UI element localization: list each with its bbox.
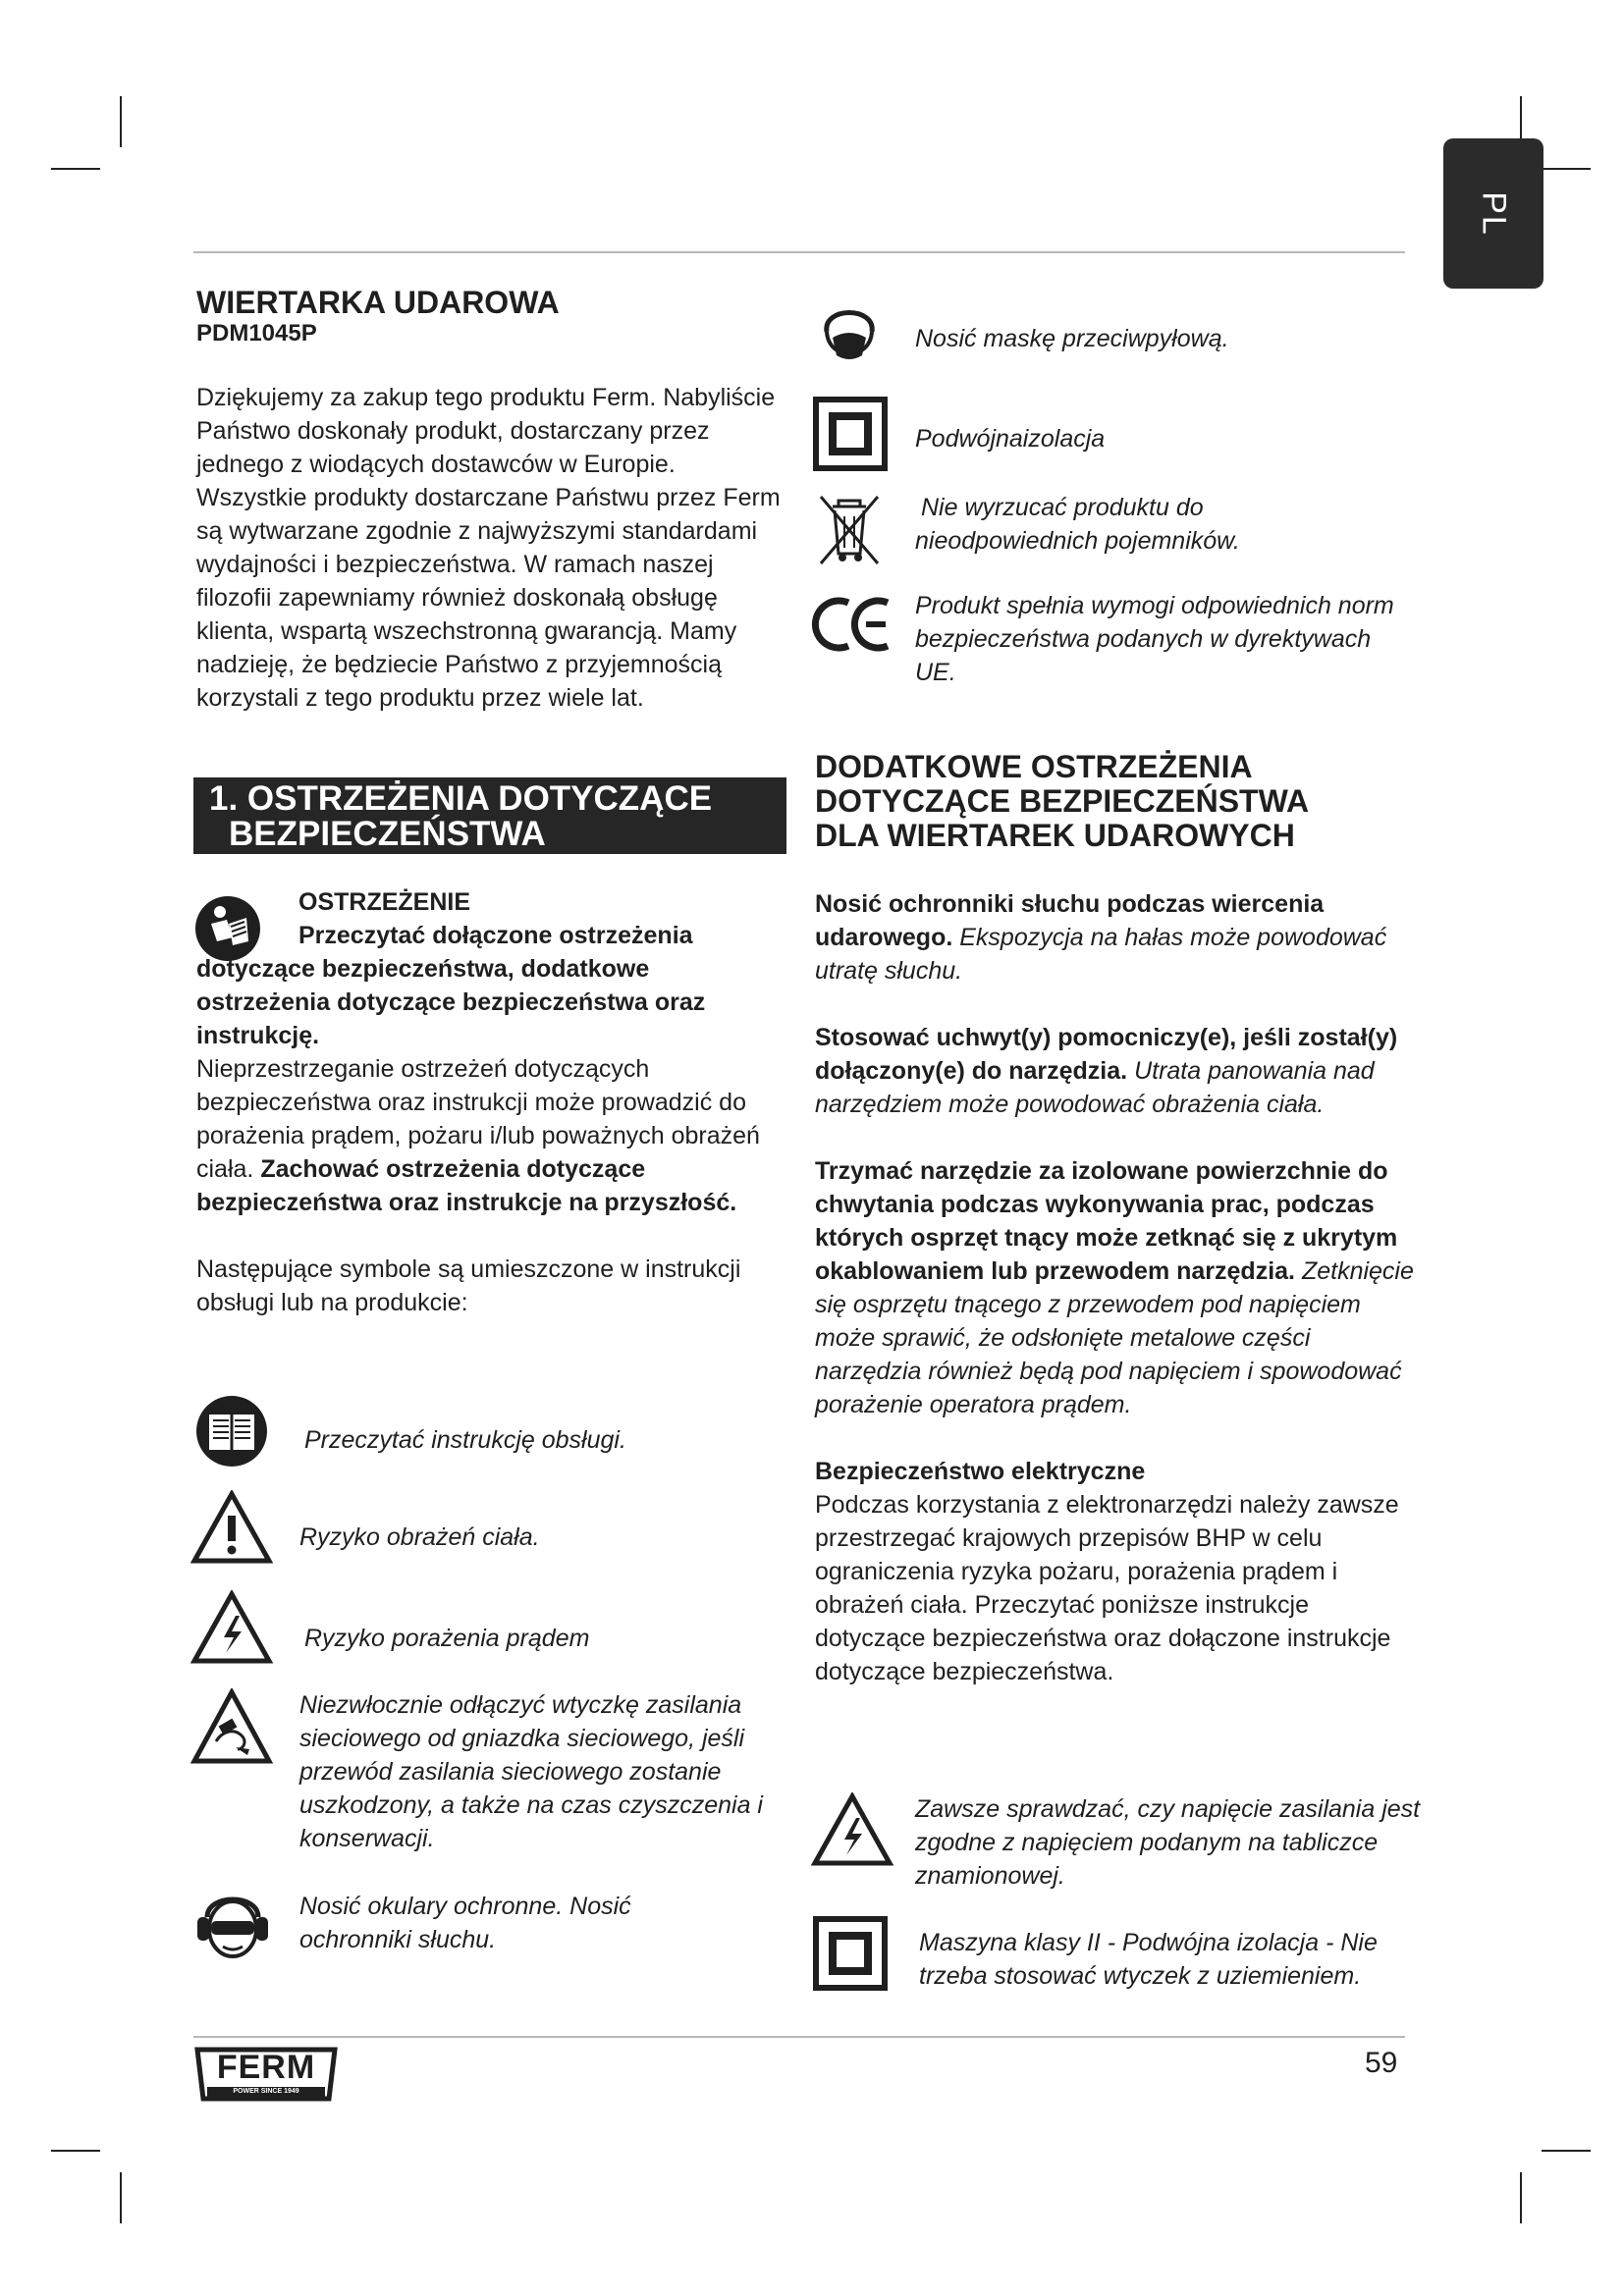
symbol-text-class-ii: Maszyna klasy II - Podwójna izolacja - Nie trzeba stosować wtyczek z uziemieniem. <box>919 1929 1378 1990</box>
symbol-text-unplug: Niezwłocznie odłączyć wtyczkę zasilania sieciowego od gniazdka sieciowego, jeśli przewód zasilania sieciowego zostanie uszkodzony, a także na czas czyszczenia i konserwacji. <box>299 1691 763 1852</box>
crop-mark <box>51 168 100 170</box>
symbol-text-crossed-bin: Nie wyrzucać produktu do nieodpowiednich pojemników. <box>915 494 1240 555</box>
symbol-text-goggles: Nosić okulary ochronne. Nosić ochronniki słuchu. <box>299 1893 631 1953</box>
left-column <box>196 285 785 715</box>
intro-text: Dziękujemy za zakup tego produktu Ferm. Nabyliście Państwo doskonały produkt, dostarczany przez jednego z wiodących dostawców w Europie. Wszystkie produkty dostarczane Państwu przez Ferm są wytwarzane zgodnie z najwyższymi standardami wydajności i bezpieczeństwa. W ramach naszej filozofii zapewniamy również doskonałą obsługę klienta, wspartą wszechstronną gwarancją. Mamy nadzieję, że będziecie Państwo z przyjemnością korzystali z tego produktu przez wiele lat. <box>196 384 781 712</box>
electric-shock-icon <box>190 1590 273 1665</box>
warning-triangle-icon <box>190 1490 273 1565</box>
paragraph-hearing <box>815 887 1414 988</box>
ce-mark-icon <box>811 593 893 656</box>
symbol-text-double-insulation: Podwójnaizolacja <box>915 425 1106 453</box>
dust-mask-icon <box>815 296 884 375</box>
paragraph-handles-bold: Stosować uchwyt(y) pomocniczy(e), jeśli został(y) dołączony(e) do narzędzia. <box>815 1024 1398 1085</box>
bottom-rule <box>193 2036 1405 2038</box>
warning-block <box>196 885 785 1319</box>
crop-mark <box>1542 168 1591 170</box>
warning-keep: Zachować ostrzeżenia dotyczące bezpieczeństwa oraz instrukcje na przyszłość. <box>196 1155 737 1216</box>
paragraph-handles-italic: Utrata panowania nad narzędziem może powodować obrażenia ciała. <box>815 1057 1375 1118</box>
unplug-icon <box>190 1688 273 1765</box>
crop-mark <box>51 2150 100 2152</box>
double-insulation-icon <box>813 397 888 471</box>
paragraph-hearing-bold: Nosić ochronniki słuchu podczas wiercenia udarowego. <box>815 890 1325 951</box>
electrical-safety-text: Podczas korzystania z elektronarzędzi należy zawsze przestrzegać krajowych przepisów BHP w celu ograniczenia ryzyka pożaru, porażenia prądem i obrażeń ciała. Przeczytać poniższe instrukcje dotyczące bezpieczeństwa oraz dołączone instrukcje dotyczące bezpieczeństwa. <box>815 1491 1399 1685</box>
language-label: PL <box>1475 190 1513 237</box>
page-number: 59 <box>1365 2047 1398 2079</box>
crop-mark <box>120 96 122 147</box>
goggles-earmuffs-icon <box>193 1884 272 1966</box>
symbol-text-dust-mask: Nosić maskę przeciwpyłową. <box>915 325 1229 352</box>
electrical-safety-heading: Bezpieczeństwo elektryczne <box>815 1458 1146 1485</box>
section-1-line2: BEZPIECZEŃSTWA <box>229 815 546 853</box>
product-model: PDM1045P <box>196 320 317 347</box>
crop-mark <box>1542 2150 1591 2152</box>
paragraph-insulated-italic: Zetknięcie się osprzętu tnącego z przewodem pod napięciem może sprawić, że odsłonięte metalowe części narzędzia również będą pod napięciem i spowodować porażenie operatora prądem. <box>815 1257 1414 1418</box>
crop-mark <box>120 2172 122 2223</box>
symbol-text-read-manual: Przeczytać instrukcję obsługi. <box>304 1426 626 1454</box>
top-rule <box>193 251 1405 253</box>
crossed-bin-icon <box>815 491 884 569</box>
symbol-text-shock: Ryzyko porażenia prądem <box>304 1625 590 1652</box>
read-manual-icon <box>193 1393 270 1469</box>
paragraph-insulated-bold: Trzymać narzędzie za izolowane powierzchnie do chwytania podczas wykonywania prac, podczas których osprzęt tnący może zetknąć się z ukrytym okablowaniem lub przewodem narzędzia. <box>815 1157 1398 1285</box>
section-1-line1: 1. OSTRZEŻENIA DOTYCZĄCE <box>209 779 713 818</box>
product-title: WIERTARKA UDAROWA <box>196 285 560 320</box>
language-tab <box>1443 138 1543 289</box>
symbols-intro: Następujące symbole są umieszczone w instrukcji obsługi lub na produkcie: <box>196 1255 741 1316</box>
warning-text <box>196 1052 785 1219</box>
paragraph-insulated <box>815 1154 1414 1421</box>
paragraph-hearing-italic: Ekspozycja na hałas może powodować utratę słuchu. <box>815 924 1387 985</box>
paragraph-handles <box>815 1021 1414 1121</box>
section-1-heading <box>193 777 786 854</box>
symbol-text-ce: Produkt spełnia wymogi odpowiednich norm bezpieczeństwa podanych w dyrektywach UE. <box>915 592 1394 686</box>
ferm-logo-tagline: POWER SINCE 1949 <box>233 2088 299 2095</box>
symbol-text-injury: Ryzyko obrażeń ciała. <box>299 1523 540 1551</box>
voltage-check-icon <box>811 1792 893 1867</box>
right-body <box>815 887 1414 1688</box>
warning-heading: OSTRZEŻENIE <box>298 888 471 916</box>
class-ii-insulation-icon <box>813 1916 888 1991</box>
crop-mark <box>1520 2172 1522 2223</box>
warning-bold-text: Przeczytać dołączone ostrzeżenia dotyczące bezpieczeństwa, dodatkowe ostrzeżenia dotyczące bezpieczeństwa oraz instrukcję. <box>196 922 706 1049</box>
ferm-logo <box>193 2046 339 2103</box>
ferm-logo-text: FERM <box>216 2049 316 2086</box>
side-section-heading: DODATKOWE OSTRZEŻENIA DOTYCZĄCE BEZPIECZEŃSTWA DLA WIERTAREK UDAROWYCH <box>815 749 1308 853</box>
warning-consequences: Nieprzestrzeganie ostrzeżeń dotyczących bezpieczeństwa oraz instrukcji może prowadzić do porażenia prądem, pożaru i/lub poważnych obrażeń ciała. <box>196 1055 760 1183</box>
symbol-text-voltage: Zawsze sprawdzać, czy napięcie zasilania jest zgodne z napięciem podanym na tabliczce znamionowej. <box>915 1795 1421 1890</box>
